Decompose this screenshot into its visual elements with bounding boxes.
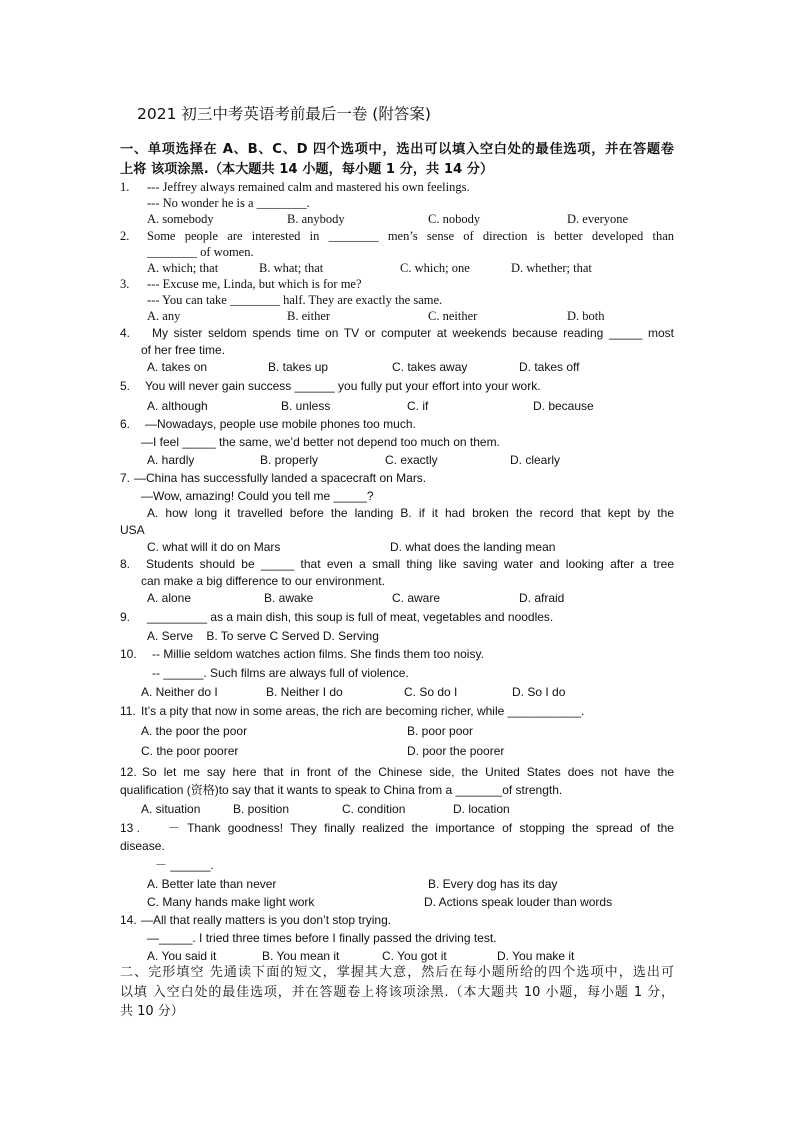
question-line: _________ as a main dish, this soup is full of meat, vegetables and noodles. — [147, 610, 554, 624]
option-c: C. which; one — [400, 261, 470, 275]
question-number: 3. — [120, 277, 130, 291]
question-number: 5. — [120, 379, 131, 393]
option-b: B. properly — [260, 453, 319, 467]
option-d: D. both — [567, 309, 605, 323]
question-number: 6. — [120, 417, 131, 431]
option-b: B. unless — [281, 399, 331, 413]
option-b: B. Every dog has its day — [428, 877, 558, 891]
question-line: —China has successfully landed a spacecraft on Mars. — [134, 471, 427, 485]
option-a: A. takes on — [147, 360, 208, 374]
question-line: —Nowadays, people use mobile phones too much. — [145, 417, 416, 431]
question-line: ________ of women. — [147, 245, 254, 259]
option-a: A. Neither do I — [141, 685, 218, 699]
option-c: C. exactly — [385, 453, 438, 467]
question-number: 2. — [120, 229, 130, 243]
question-number: 10. — [120, 647, 137, 661]
option-d: D. everyone — [567, 212, 629, 226]
option-b: B. poor poor — [407, 724, 474, 738]
question-line: disease. — [120, 839, 165, 853]
section2-heading-line3: 共 10 分） — [120, 1004, 184, 1019]
option-a: A. somebody — [147, 212, 214, 226]
question-number: 8. — [120, 557, 131, 571]
section1-heading-line2: 上将 该项涂黑.（本大题共 14 小题，每小题 1 分，共 14 分） — [120, 162, 494, 177]
page-title: 2021 初三中考英语考前最后一卷 (附答案) — [137, 105, 431, 123]
option-line: A. Serve B. To serve C Served D. Serving — [147, 629, 379, 643]
option-b: B. You mean it — [262, 949, 340, 963]
question-line: —All that really matters is you don’t stop trying. — [141, 913, 392, 927]
question-line: － Thank goodness! They finally realized the importance of stopping the spread of the — [168, 821, 674, 835]
option-a: A. which; that — [147, 261, 219, 275]
option-a: A. You said it — [147, 949, 217, 963]
option-c: C. what will it do on Mars — [147, 540, 281, 554]
option-c: C. neither — [428, 309, 478, 323]
option-c: C. So do I — [404, 685, 458, 699]
option-c: C. aware — [392, 591, 441, 605]
option-a: A. although — [147, 399, 208, 413]
option-d: D. afraid — [519, 591, 565, 605]
question-number: 1. — [120, 180, 130, 194]
question-line: So let me say here that in front of the Chinese side, the United States does not have the — [142, 765, 674, 779]
question-number: 7. — [120, 471, 131, 485]
option-d: D. whether; that — [511, 261, 592, 275]
option-b: B. awake — [264, 591, 314, 605]
question-number: 12. — [120, 765, 137, 779]
question-line: A. how long it travelled before the landing B. if it had broken the record that kept by the — [147, 506, 674, 520]
question-line: My sister seldom spends time on TV or computer at weekends because reading _____ most — [152, 326, 674, 340]
option-d: D. Actions speak louder than words — [424, 895, 613, 909]
option-a: A. the poor the poor — [141, 724, 248, 738]
question-line: --- You can take ________ half. They are exactly the same. — [147, 293, 443, 307]
question-line: —Wow, amazing! Could you tell me _____? — [141, 489, 374, 503]
option-c: C. condition — [342, 802, 406, 816]
option-b: B. either — [287, 309, 331, 323]
question-line: It’s a pity that now in some areas, the rich are becoming richer, while ___________. — [141, 704, 585, 718]
option-b: B. Neither I do — [266, 685, 343, 699]
question-number: 4. — [120, 326, 131, 340]
question-line: --- No wonder he is a ________. — [147, 196, 310, 210]
question-number: 11. — [120, 704, 136, 718]
question-line: － ______. — [155, 858, 214, 872]
option-a: A. alone — [147, 591, 192, 605]
option-d: D. what does the landing mean — [390, 540, 556, 554]
question-line: —_____. I tried three times before I finally passed the driving test. — [147, 931, 497, 945]
option-d: D. takes off — [519, 360, 580, 374]
option-c: C. if — [407, 399, 429, 413]
question-line: of her free time. — [141, 343, 226, 357]
option-d: D. You make it — [497, 949, 575, 963]
question-line: You will never gain success ______ you fully put your effort into your work. — [145, 379, 541, 393]
option-d: D. because — [533, 399, 594, 413]
option-c: C. You got it — [382, 949, 447, 963]
option-d: D. location — [453, 802, 510, 816]
option-a: A. Better late than never — [147, 877, 277, 891]
question-line: --- Excuse me, Linda, but which is for me? — [147, 277, 362, 291]
question-number: 9. — [120, 610, 131, 624]
option-c: C. takes away — [392, 360, 468, 374]
question-line: Some people are interested in ________ men’s sense of direction is better developed than — [147, 229, 674, 243]
question-line: USA — [120, 523, 145, 537]
question-line: -- Millie seldom watches action films. She finds them too noisy. — [152, 647, 484, 661]
option-a: A. hardly — [147, 453, 195, 467]
option-c: C. nobody — [428, 212, 481, 226]
question-number: 14. — [120, 913, 137, 927]
question-line: --- Jeffrey always remained calm and mastered his own feelings. — [147, 180, 470, 194]
option-c: C. the poor poorer — [141, 744, 239, 758]
option-b: B. takes up — [268, 360, 329, 374]
question-number: 13 . — [120, 821, 141, 835]
section2-heading-line2: 以填 入空白处的最佳选项，并在答题卷上将该项涂黑.（本大题共 10 小题，每小题 1 分， — [120, 985, 674, 1000]
option-a: A. any — [147, 309, 181, 323]
question-line: -- ______. Such films are always full of violence. — [152, 666, 409, 680]
option-c: C. Many hands make light work — [147, 895, 315, 909]
option-d: D. clearly — [510, 453, 561, 467]
question-line: qualification (资格)to say that it wants to speak to China from a _______of strength. — [120, 783, 563, 797]
question-line: can make a big difference to our environment. — [141, 574, 385, 588]
option-a: A. situation — [141, 802, 201, 816]
question-line: —I feel _____ the same, we’d better not depend too much on them. — [141, 435, 500, 449]
option-b: B. position — [233, 802, 290, 816]
option-d: D. poor the poorer — [407, 744, 505, 758]
option-b: B. what; that — [259, 261, 324, 275]
option-b: B. anybody — [287, 212, 345, 226]
section1-heading-line1: 一、单项选择在 A、B、C、D 四个选项中，选出可以填入空白处的最佳选项，并在答题卷 — [120, 142, 674, 157]
question-line: Students should be _____ that even a small thing like saving water and looking after a tree — [146, 557, 674, 571]
section2-heading-line1: 二、完形填空 先通读下面的短文，掌握其大意，然后在每小题所给的四个选项中，选出可 — [120, 965, 674, 980]
option-d: D. So I do — [512, 685, 566, 699]
